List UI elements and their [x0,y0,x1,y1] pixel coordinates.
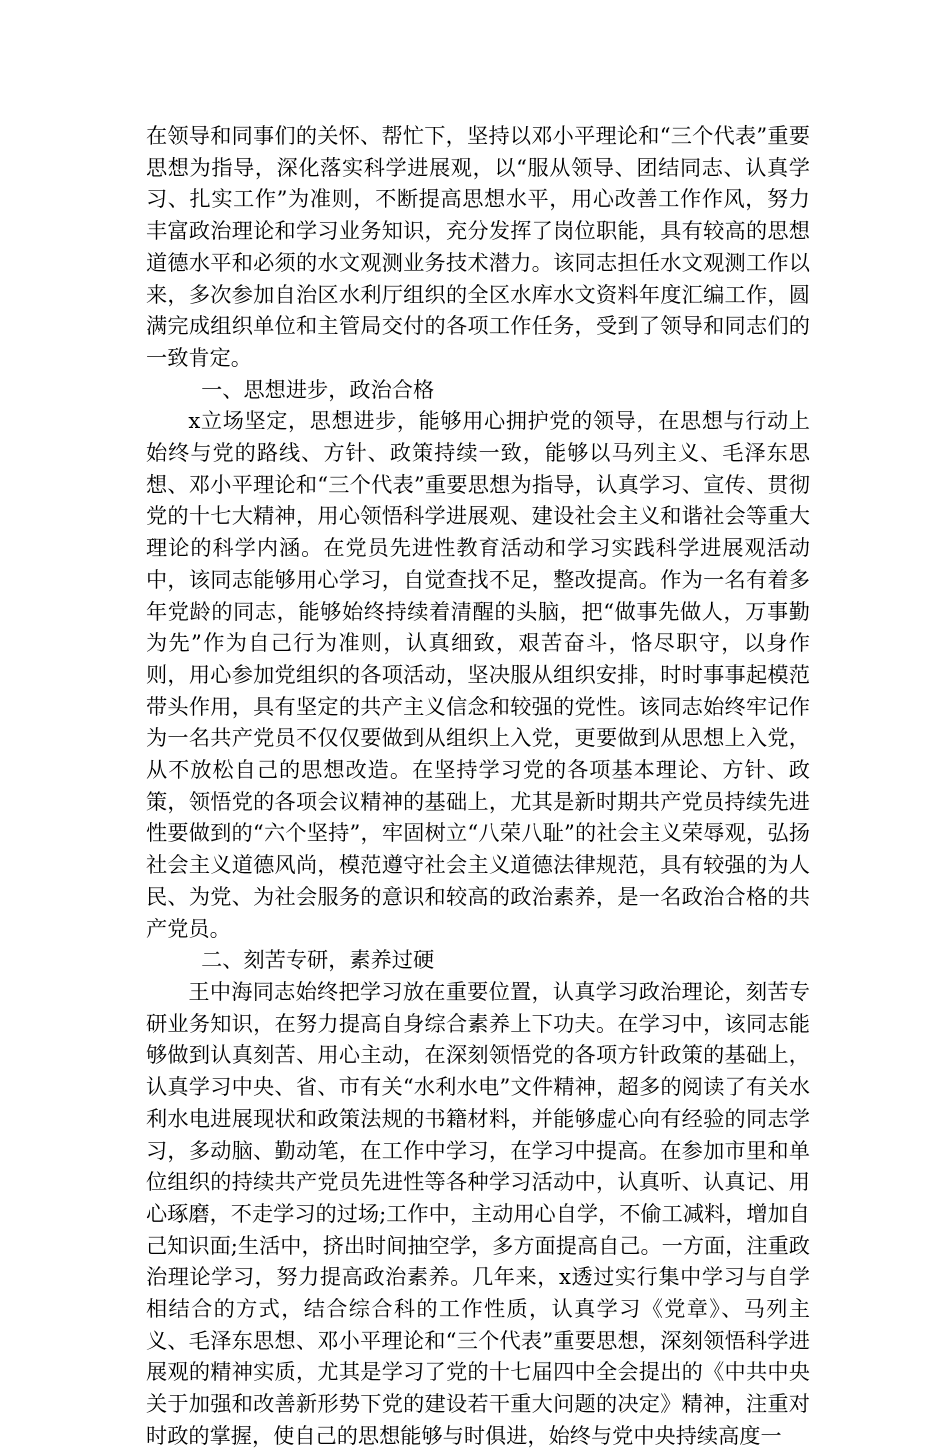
document-page [146,120,810,1452]
intro-paragraph: 在领导和同事们的关怀、帮忙下，坚持以邓小平理论和“三个代表”重要思想为指导，深化落实科学进展观，以“服从领导、团结同志、认真学习、扎实工作”为准则，不断提高思想水平，用心改善工作作风，努力丰富政治理论和学习业务知识，充分发挥了岗位职能，具有较高的思想道德水平和必须的水文观测业务技术潜力。该同志担任水文观测工作以来，多次参加自治区水利厅组织的全区水库水文资料年度汇编工作，圆满完成组织单位和主管局交付的各项工作任务，受到了领导和同志们的一致肯定。 [146,123,810,370]
section-heading-2: 二、刻苦专研，素养过硬 [201,947,435,973]
section-heading-1: 一、思想进步，政治合格 [201,376,435,402]
section-body-2: 王中海同志始终把学习放在重要位置，认真学习政治理论，刻苦专研业务知识，在努力提高自身综合素养上下功夫。在学习中，该同志能够做到认真刻苦、用心主动，在深刻领悟党的各项方针政策的基础上，认真学习中央、省、市有关“水利水电”文件精神，超多的阅读了有关水利水电进展现状和政策法规的书籍材料，并能够虚心向有经验的同志学习，多动脑、勤动笔，在工作中学习，在学习中提高。在参加市里和单位组织的持续共产党员先进性等各种学习活动中，认真听、认真记、用心琢磨，不走学习的过场;工作中，主动用心自学，不偷工减料，增加自己知识面;生活中，挤出时间抽空学，多方面提高自己。一方面，注重政治理论学习，努力提高政治素养。几年来，x透过实行集中学习与自学相结合的方式，结合综合科的工作性质，认真学习《党章》、马列主义、毛泽东思想、邓小平理论和“三个代表”重要思想，深刻领悟科学进展观的精神实质，尤其是学习了党的十七届四中全会提出的《中共中央关于加强和改善新形势下党的建设若干重大问题的决定》精神，注重对时政的掌握，使自己的思想能够与时俱进，始终与党中央持续高度一 [146,978,810,1448]
section-body-1: x立场坚定，思想进步，能够用心拥护党的领导，在思想与行动上始终与党的路线、方针、政策持续一致，能够以马列主义、毛泽东思想、邓小平理论和“三个代表”重要思想为指导，认真学习、宣传、贯彻党的十七大精神，用心领悟科学进展观、建设社会主义和谐社会等重大理论的科学内涵。在党员先进性教育活动和学习实践科学进展观活动中，该同志能够用心学习，自觉查找不足，整改提高。作为一名有着多年党龄的同志，能够始终持续着清醒的头脑，把“做事先做人，万事勤为先”作为自己行为准则，认真细致，艰苦奋斗，恪尽职守，以身作则，用心参加党组织的各项活动，坚决服从组织安排，时时事事起模范带头作用，具有坚定的共产主义信念和较强的党性。该同志始终牢记作为一名共产党员不仅仅要做到从组织上入党，更要做到从思想上入党，从不放松自己的思想改造。在坚持学习党的各项基本理论、方针、政策，领悟党的各项会议精神的基础上，尤其是新时期共产党员持续先进性要做到的“六个坚持”，牢固树立“八荣八耻”的社会主义荣辱观，弘扬社会主义道德风尚，模范遵守社会主义道德法律规范，具有较强的为人民、为党、为社会服务的意识和较高的政治素养，是一名政治合格的共产党员。 [146,408,810,941]
